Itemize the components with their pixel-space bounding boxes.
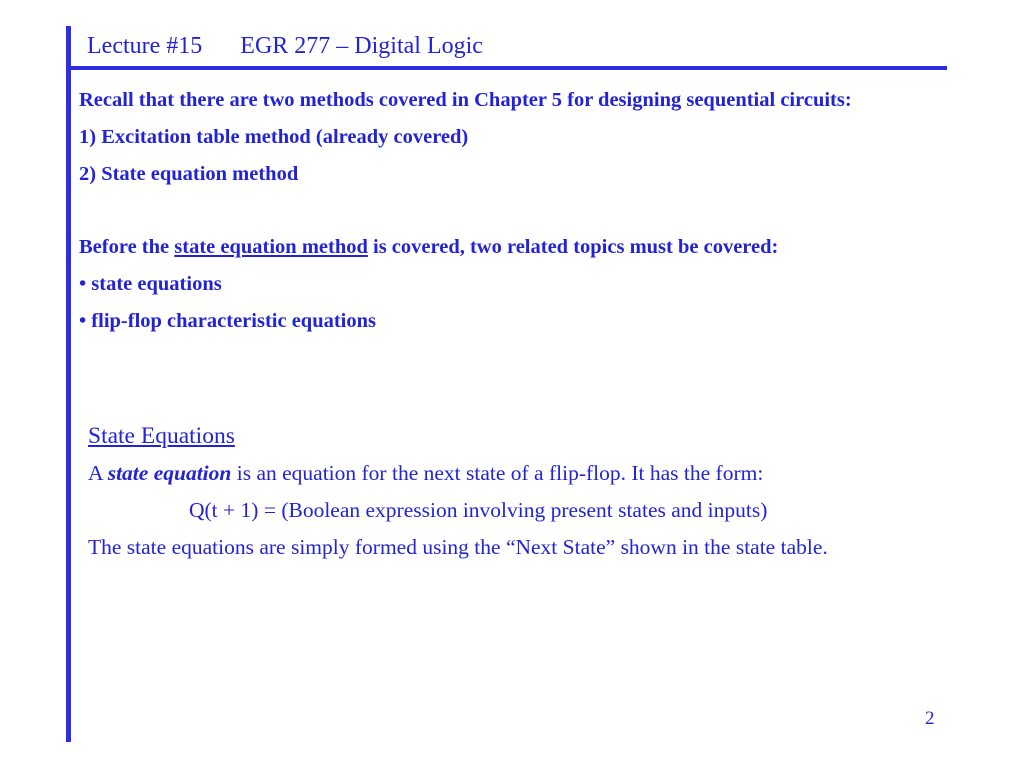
definition-prefix: A	[88, 461, 108, 485]
state-equation-formula: Q(t + 1) = (Boolean expression involving present states and inputs)	[189, 498, 768, 522]
header-horizontal-rule	[66, 66, 947, 70]
before-suffix: is covered, two related topics must be covered:	[367, 236, 779, 258]
page-number: 2	[925, 708, 935, 729]
state-equations-section	[88, 418, 988, 566]
before-text	[79, 232, 969, 262]
intro-block	[79, 85, 969, 336]
topic-bullet-2: • flip-flop characteristic equations	[79, 310, 376, 332]
method-item-2: 2) State equation method	[79, 163, 299, 185]
method-item-1: 1) Excitation table method (already covered)	[79, 126, 469, 148]
before-prefix: Before the	[79, 236, 175, 258]
lecture-number: Lecture #15	[87, 33, 203, 59]
topic-bullet-1: • state equations	[79, 273, 222, 295]
definition-suffix: is an equation for the next state of a flip-flop. It has the form:	[231, 461, 764, 485]
closing-text: The state equations are simply formed using the “Next State” shown in the state table.	[88, 535, 828, 559]
section-heading: State Equations	[88, 423, 235, 449]
left-vertical-rule	[66, 26, 71, 742]
definition-term: state equation	[107, 461, 232, 485]
definition-text	[88, 455, 988, 492]
course-title: EGR 277 – Digital Logic	[240, 33, 483, 59]
state-equation-method-underlined: state equation method	[174, 236, 368, 258]
intro-recall-text: Recall that there are two methods covered in Chapter 5 for designing sequential circuits:	[79, 89, 852, 111]
slide-header	[87, 33, 483, 60]
